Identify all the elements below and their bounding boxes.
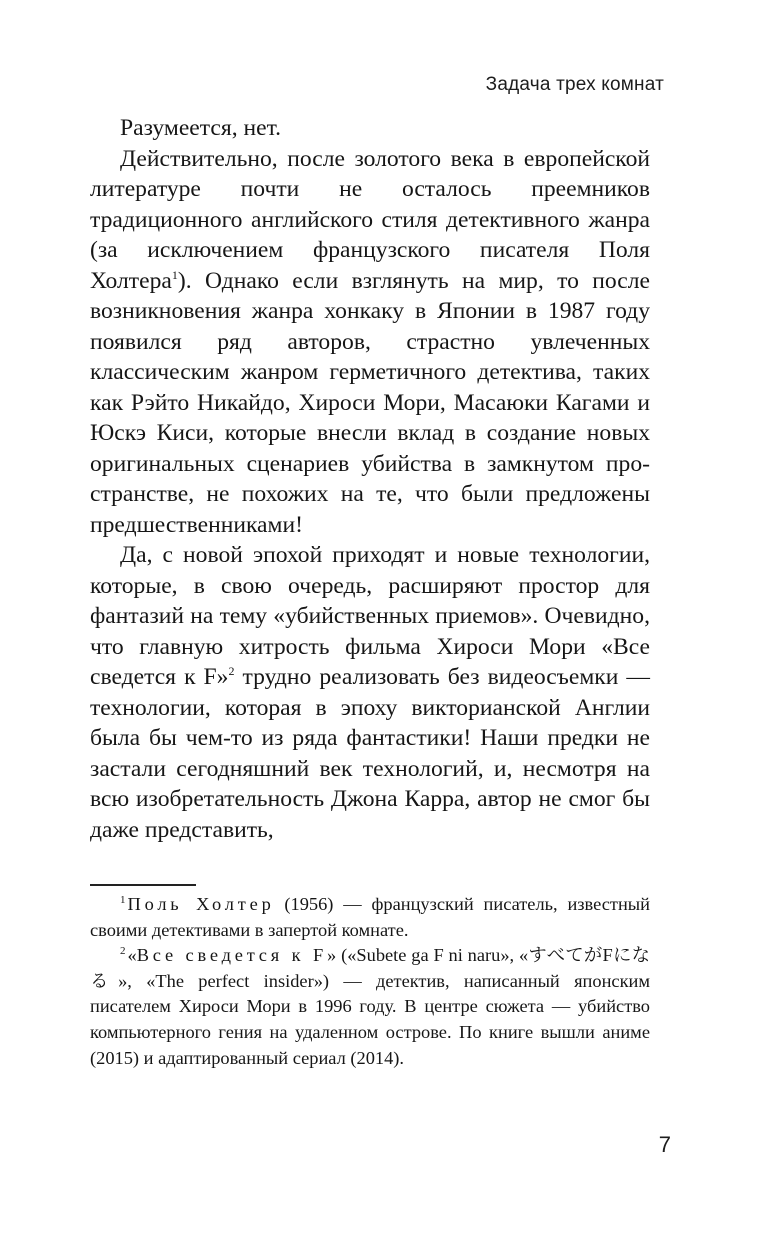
- footnote-divider: [90, 884, 196, 886]
- running-head: Задача трех комнат: [485, 74, 664, 95]
- paragraph-2-text-a: Действительно, после золотого века в европейской литературе почти не осталось преемников традиционного английского стиля детективного жанра (за исключением французского писателя Поля Холтера: [90, 145, 650, 294]
- footnote-ref-2[interactable]: 2: [228, 664, 235, 678]
- footnote-1-text: (1956) — французский писатель, известный своими детективами в запертой комнате.: [90, 894, 650, 940]
- footnote-2-text: » («Subete ga F ni naru», «すべてがFになる», «The perfect insider») — детектив, написанный японским писателем Хироси Мори в 1996 году. В центре сюжета — убийство компьютерного гения на удаленном острове. По книге вышли аниме (2015) и адаптированный сериал (2014).: [90, 945, 650, 1068]
- footnote-2-open-quote: «: [127, 945, 137, 966]
- footnote-2-title: Все сведется к F: [136, 945, 328, 966]
- page-number: 7: [658, 1132, 671, 1157]
- footnote-2-mark: 2: [120, 945, 126, 958]
- main-text: [90, 113, 650, 845]
- footnote-ref-1[interactable]: 1: [171, 267, 178, 282]
- footnote-1-name: Поль Холтер: [127, 894, 275, 914]
- paragraph-3-text-b: трудно реализовать без видеосъемки — технологии, которая в эпоху викторианской Англии была бы чем-то из ряда фантастики! Наши предки не застали сегодняшний век технологий, и, несмотря на всю изобретательность Джона Карра, автор не смог бы даже представить,: [90, 664, 650, 843]
- footnote-2: [90, 943, 650, 1071]
- paragraph-1: Разумеется, нет.: [120, 115, 282, 141]
- footnote-1: [90, 892, 650, 943]
- footnote-1-mark: 1: [120, 894, 126, 906]
- paragraph-2: [90, 144, 650, 541]
- footnotes: [90, 892, 650, 1071]
- paragraph-2-text-b: ). Однако если взглянуть на мир, то после возникновения жанра хонкаку в Японии в 1987 году появился ряд авторов, страстно увлеченных классическим жанром герметичного детектива, таких как Рэйто Никайдо, Хироси Мори, Масаюки Кагами и Юскэ Киси, которые внесли вклад в создание новых оригинальных сценариев убийства в замкнутом пространстве, не похожих на те, что были предложены предшественниками!: [90, 267, 650, 538]
- paragraph-3: [90, 540, 650, 845]
- paragraph-3-text-a: Да, с новой эпохой приходят и новые технологии, которые, в свою очередь, расширяют простор для фантазий на тему «убийственных приемов». Очевидно, что главную хитрость фильма Хироси Мори «Все сведется к F»: [90, 542, 650, 690]
